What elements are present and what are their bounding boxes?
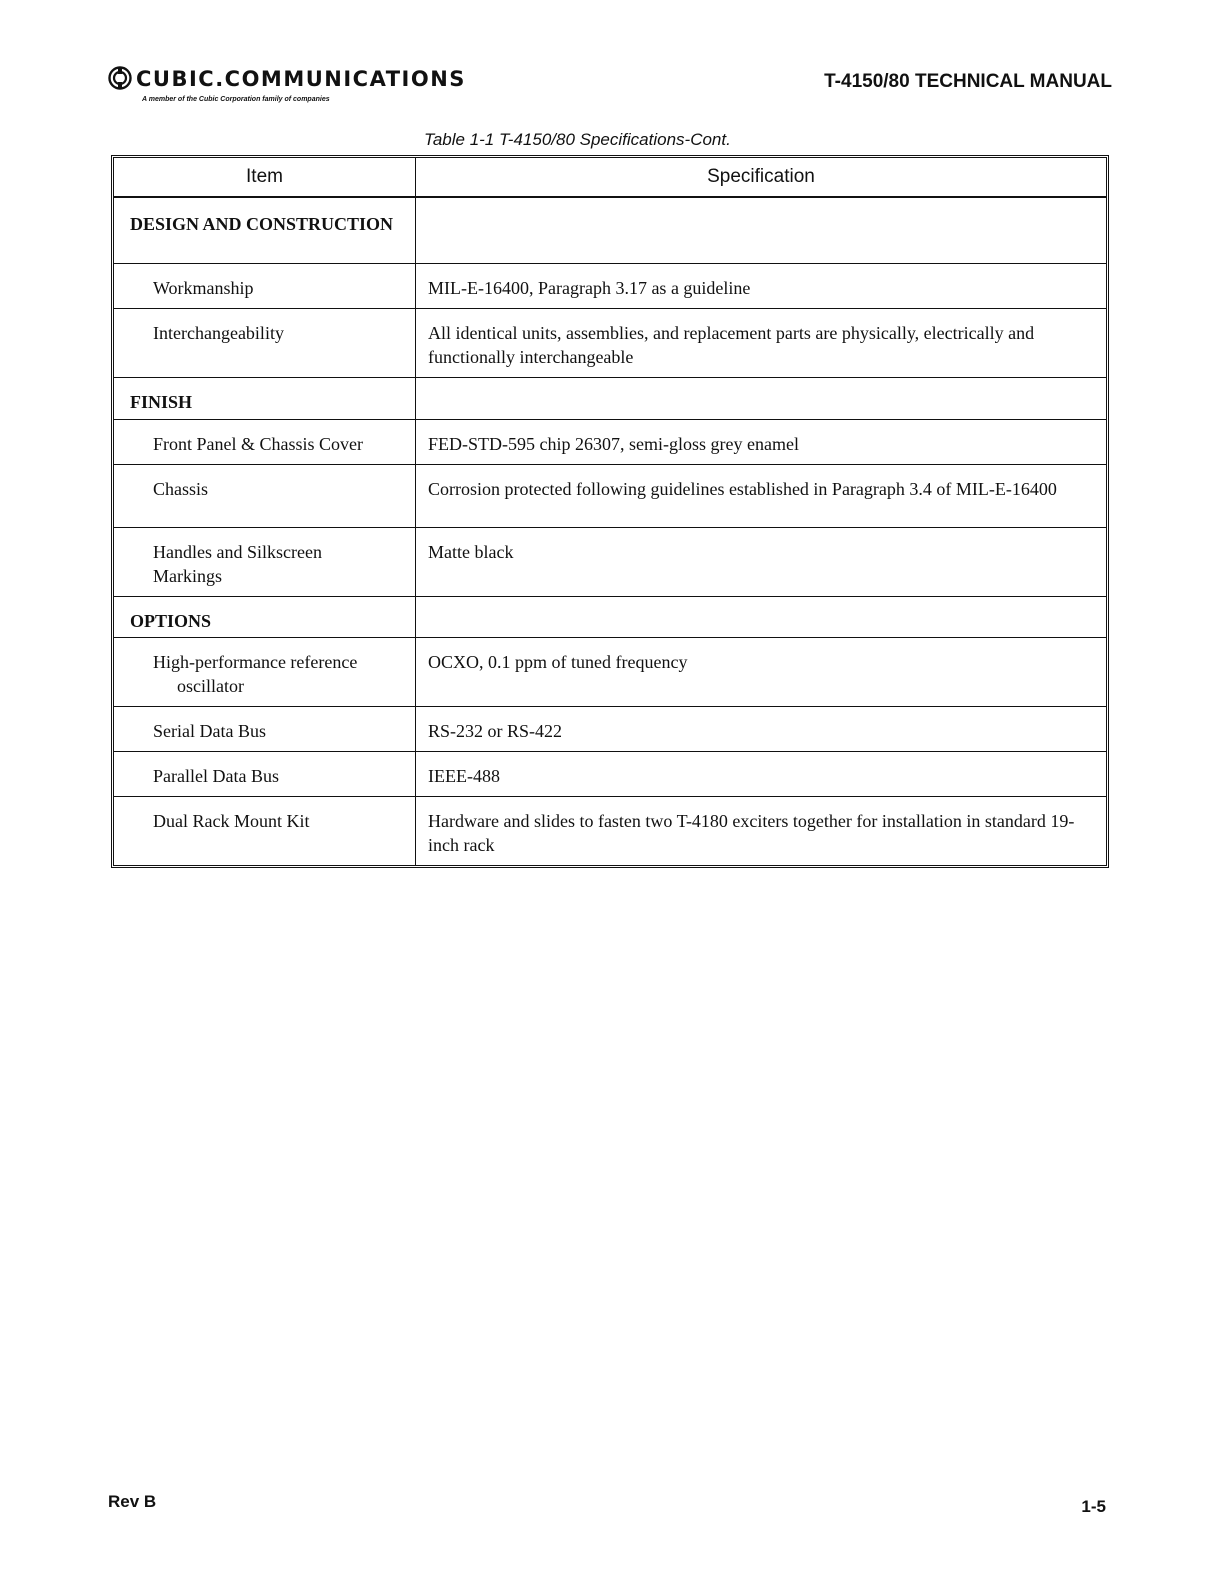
item-label: Dual Rack Mount Kit xyxy=(114,797,416,865)
section-label: FINISH xyxy=(114,378,416,420)
spec-value: FED-STD-595 chip 26307, semi-gloss grey enamel xyxy=(416,420,1106,465)
section-label xyxy=(114,198,416,264)
item-label: Chassis xyxy=(114,465,416,528)
table-row xyxy=(114,465,1106,528)
item-label: Front Panel & Chassis Cover xyxy=(114,420,416,465)
table-header-row xyxy=(114,158,1106,198)
table-row xyxy=(114,378,1106,420)
specifications-table xyxy=(111,155,1109,868)
table-row xyxy=(114,707,1106,752)
table-row xyxy=(114,797,1106,865)
spec-value: Hardware and slides to fasten two T-4180 exciters together for installation in standard 19-inch rack xyxy=(428,811,1075,855)
section-label-text: DESIGN AND CONSTRUCTION xyxy=(130,214,394,234)
cubic-logo-icon xyxy=(108,66,132,90)
item-label: Workmanship xyxy=(114,264,416,309)
spec-value xyxy=(416,597,1106,638)
table-caption: Table 1-1 T-4150/80 Specifications-Cont. xyxy=(424,130,731,149)
spec-value xyxy=(416,198,1106,264)
item-label: Serial Data Bus xyxy=(114,707,416,752)
item-label: Interchangeability xyxy=(114,309,416,378)
column-header-specification: Specification xyxy=(416,158,1106,198)
item-label xyxy=(114,638,416,707)
table-row xyxy=(114,420,1106,465)
spec-value: Corrosion protected following guidelines established in Paragraph 3.4 of MIL-E-16400 xyxy=(416,465,1106,528)
company-tagline: A member of the Cubic Corporation family of companies xyxy=(142,96,330,103)
spec-value: IEEE-488 xyxy=(416,752,1106,797)
document-title: T-4150/80 TECHNICAL MANUAL xyxy=(824,71,1112,92)
column-header-item: Item xyxy=(114,158,416,198)
company-name: CUBIC.COMMUNICATIONS xyxy=(136,67,466,91)
table-row xyxy=(114,597,1106,638)
table-row xyxy=(114,752,1106,797)
spec-value: Matte black xyxy=(416,528,1106,597)
item-label-line: oscillator xyxy=(177,676,244,696)
table-row xyxy=(114,638,1106,707)
table-row xyxy=(114,528,1106,597)
section-label: OPTIONS xyxy=(114,597,416,638)
table-row xyxy=(114,198,1106,264)
revision-label: Rev B xyxy=(108,1492,157,1511)
page-number: 1-5 xyxy=(1081,1497,1106,1516)
item-label-line: High-performance reference xyxy=(153,652,358,672)
spec-value xyxy=(416,378,1106,420)
item-label: Parallel Data Bus xyxy=(114,752,416,797)
spec-value: All identical units, assemblies, and replacement parts are physically, electrically and functionally interchangeable xyxy=(416,309,1106,378)
item-label: Handles and Silkscreen Markings xyxy=(114,528,416,597)
table-row xyxy=(114,309,1106,378)
spec-value: MIL-E-16400, Paragraph 3.17 as a guideline xyxy=(416,264,1106,309)
spec-value: RS-232 or RS-422 xyxy=(416,707,1106,752)
spec-value: OCXO, 0.1 ppm of tuned frequency xyxy=(416,638,1106,707)
table-row xyxy=(114,264,1106,309)
